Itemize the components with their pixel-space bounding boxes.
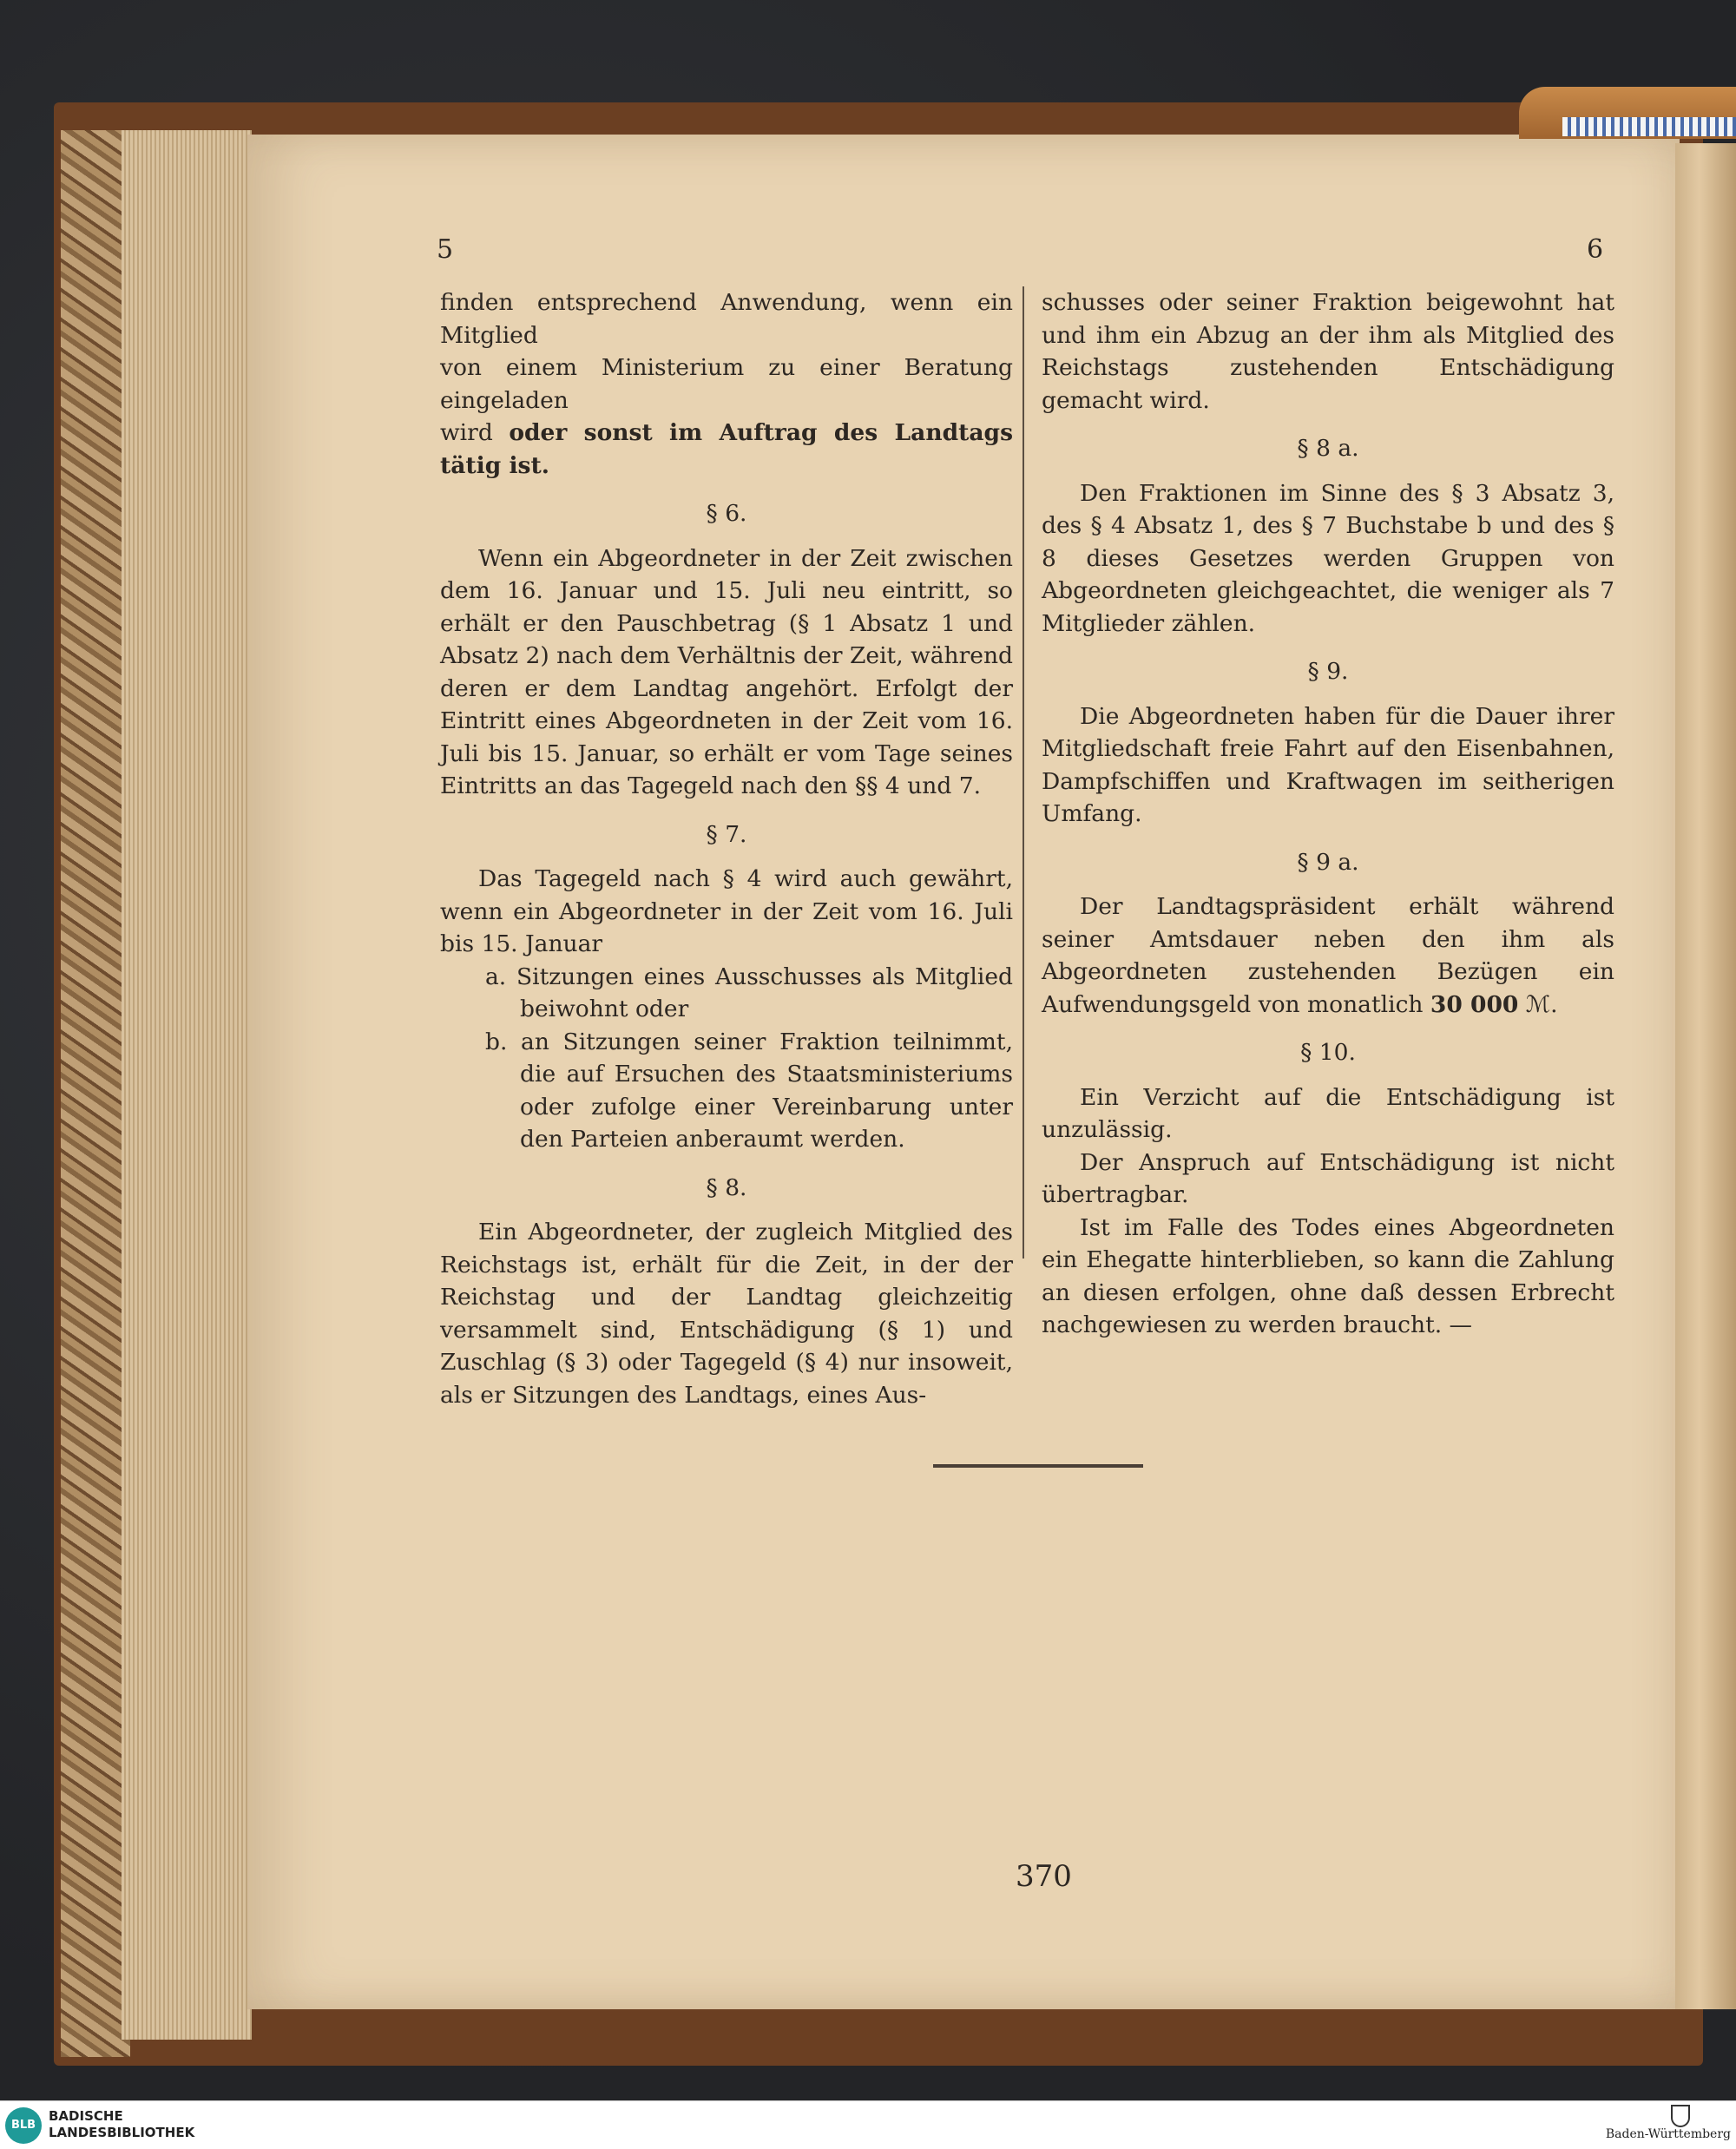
- blb-logo-icon[interactable]: BLB: [5, 2107, 42, 2144]
- paragraph-line: finden entsprechend Anwendung, wenn ein Mitglied: [440, 289, 1013, 349]
- text-run: Der Landtagspräsident erhält während seiner Amtsdauer neben den ihm als Abgeordneten zustehenden Bezügen ein Aufwendungsgeld von monatlich: [1042, 893, 1614, 1018]
- page-number: 370: [1016, 1859, 1072, 1894]
- state-name[interactable]: Baden-Württemberg: [1605, 2127, 1731, 2141]
- list-item-a: a. Sitzungen eines Ausschusses als Mitglied beiwohnt oder: [485, 963, 1013, 1022]
- closing-rule: [933, 1464, 1143, 1468]
- page-stack: [122, 130, 252, 2040]
- paragraph-section-10-2: Der Anspruch auf Entschädigung ist nicht übertragbar.: [1042, 1148, 1614, 1208]
- column-divider: [1023, 286, 1024, 1259]
- currency-unit: ℳ.: [1518, 990, 1558, 1018]
- paragraph-section-10-1: Ein Verzicht auf die Entschädigung ist unzulässig.: [1042, 1083, 1614, 1143]
- section-heading-9a: § 9 a.: [1297, 848, 1359, 876]
- right-column-number: 6: [1587, 234, 1604, 265]
- section-heading-6: § 6.: [706, 500, 747, 527]
- library-name[interactable]: [49, 2108, 194, 2141]
- paragraph-line: [440, 417, 1013, 482]
- paragraph-section-8a: Den Fraktionen im Sinne des § 3 Absatz 3, des § 4 Absatz 1, des § 7 Buchstabe b und des § 8 dieses Gesetzes werden Gruppen von Abgeordneten gleichgeachtet, die weniger als 7 Mitglieder zählen.: [1042, 479, 1614, 637]
- bookmark-stripe: [1562, 117, 1736, 136]
- library-name-line1: BADISCHE: [49, 2108, 123, 2124]
- paragraph-section-9: Die Abgeordneten haben für die Dauer ihrer Mitgliedschaft freie Fahrt auf den Eisenbahnen, Dampfschiffen und Kraftwagen im seitherigen Umfang.: [1042, 702, 1614, 827]
- text-run: wird: [440, 419, 510, 446]
- section-heading-8a: § 8 a.: [1297, 435, 1359, 462]
- bold-text: oder sonst im Auftrag des Landtags tätig ist.: [440, 419, 1013, 479]
- paragraph-continuation: schusses oder seiner Fraktion beigewohnt hat und ihm ein Abzug an der ihm als Mitglied des Reichstags zustehenden Entschädigung gemacht wird.: [1042, 289, 1614, 414]
- marbled-page-edge: [61, 130, 130, 2057]
- paragraph-line: von einem Ministerium zu einer Beratung eingeladen: [440, 354, 1013, 414]
- paragraph-section-6: Wenn ein Abgeordneter in der Zeit zwischen dem 16. Januar und 15. Juli neu eintritt, so erhält er den Pauschbetrag (§ 1 Absatz 1 und Absatz 2) nach dem Verhältnis der Zeit, während deren er dem Landtag angehört. Erfolgt der Eintritt eines Abgeordneten in der Zeit vom 16. Juli bis 15. Januar, so erhält er vom Tage seines Eintritts an das Tagegeld nach den §§ 4 und 7.: [440, 544, 1013, 799]
- section-heading-10: § 10.: [1300, 1039, 1356, 1066]
- paragraph-section-9a: [1042, 890, 1614, 1021]
- section-heading-9: § 9.: [1307, 658, 1349, 685]
- facing-page-edge: [1675, 143, 1736, 2009]
- paragraph-section-8: Ein Abgeordneter, der zugleich Mitglied des Reichstags ist, erhält für die Zeit, in der der Reichstag und der Landtag gleichzeitig versammelt sind, Entschädigung (§ 1) und Zuschlag (§ 3) oder Tagegeld (§ 4) nur insoweit, als er Sitzungen des Landtags, eines Aus-: [440, 1219, 1013, 1409]
- bold-amount: 30 000: [1430, 990, 1519, 1018]
- list-item-b: b. an Sitzungen seiner Fraktion teilnimmt, die auf Ersuchen des Staatsministeriums oder zufolge einer Vereinbarung unter den Parteien anberaumt werden.: [485, 1028, 1013, 1153]
- viewer-footer: [0, 2100, 1736, 2149]
- right-column: [1042, 286, 1614, 1342]
- paragraph-section-7: Das Tagegeld nach § 4 wird auch gewährt, wenn ein Abgeordneter in der Zeit vom 16. Juli bis 15. Januar: [440, 865, 1013, 957]
- section-heading-7: § 7.: [706, 820, 747, 848]
- paragraph-section-10-3: Ist im Falle des Todes eines Abgeordneten ein Ehegatte hinterblieben, so kann die Zahlung an diesen erfolgen, ohne daß dessen Erbrecht nachgewiesen zu werden braucht. —: [1042, 1213, 1614, 1338]
- left-column: [440, 286, 1013, 1411]
- left-column-number: 5: [437, 234, 454, 265]
- state-crest-icon: [1671, 2105, 1690, 2127]
- library-name-line2: LANDESBIBLIOTHEK: [49, 2125, 195, 2140]
- section-heading-8: § 8.: [706, 1173, 747, 1201]
